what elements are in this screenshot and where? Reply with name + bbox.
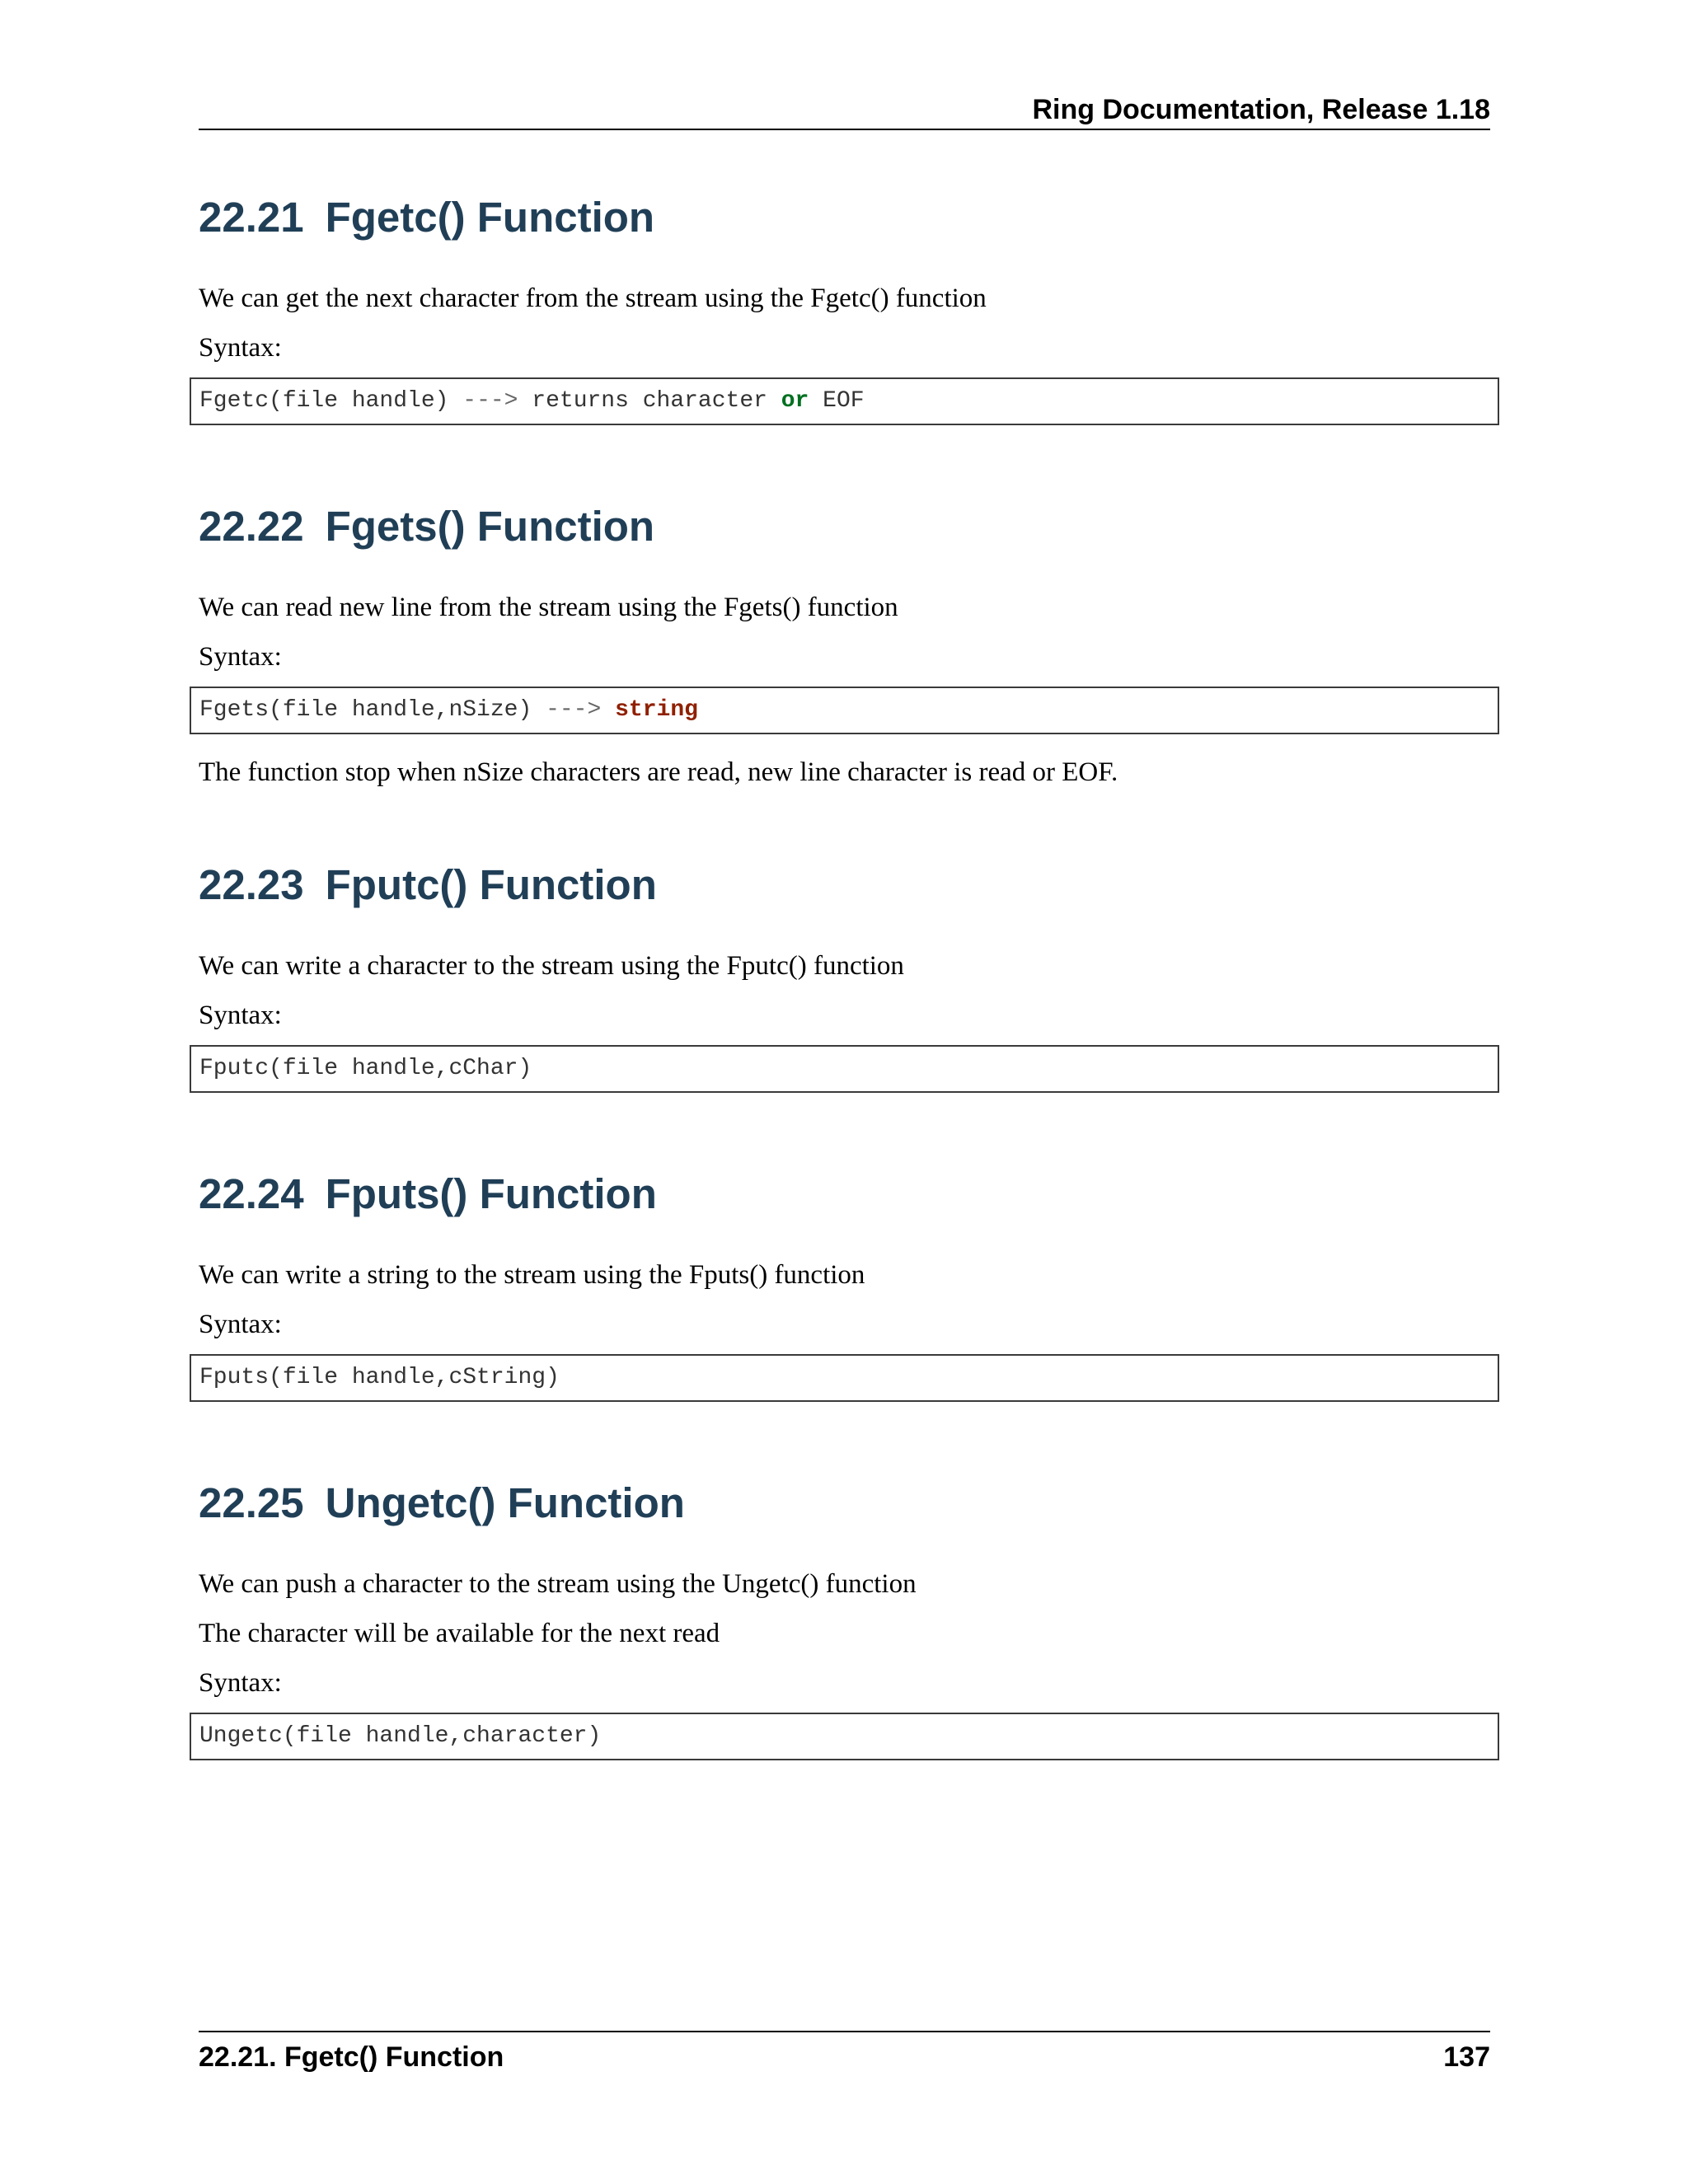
code-text: Fputs(file handle,cString) [199,1365,560,1390]
section-heading [199,191,1490,244]
code-keyword: string [615,697,698,723]
syntax-label: Syntax: [199,1310,282,1339]
section-number: 22.21 [199,194,304,241]
section-heading [199,859,1490,912]
section-number: 22.22 [199,503,304,550]
section-title: Fgets() Function [325,503,655,550]
running-header [199,89,1490,130]
paragraph: We can read new line from the stream using the Fgets() function [199,593,898,622]
code-text: Fgets(file handle,nSize) [199,697,546,723]
code-text: Ungetc(file handle,character) [199,1723,602,1749]
syntax-label: Syntax: [199,333,282,363]
paragraph: We can push a character to the stream using the Ungetc() function [199,1569,917,1599]
section-ungetc [199,1477,1490,1760]
paragraph: The character will be available for the next read [199,1619,720,1648]
code-operator: ---> [546,697,602,723]
code-block [190,377,1499,425]
syntax-label: Syntax: [199,642,282,672]
paragraph: We can write a character to the stream using the Fputc() function [199,951,904,981]
code-text [601,697,615,723]
code-text: Fgetc(file handle) [199,388,463,414]
header-title: Ring Documentation, Release 1.18 [1032,94,1490,125]
section-heading [199,1168,1490,1221]
section-number: 22.25 [199,1479,304,1526]
code-block [190,687,1499,734]
syntax-label: Syntax: [199,1001,282,1030]
section-fputc [199,859,1490,1093]
code-block [190,1354,1499,1402]
syntax-label: Syntax: [199,1668,282,1698]
footer-section-link[interactable]: 22.21. Fgetc() Function [199,2041,504,2073]
section-fgets [199,500,1490,797]
section-title: Fputs() Function [325,1170,657,1217]
code-text: returns character [518,388,781,414]
section-number: 22.23 [199,861,304,908]
paragraph: The function stop when nSize characters are read, new line character is read or EOF. [199,757,1118,787]
paragraph: We can write a string to the stream using the Fputs() function [199,1260,865,1290]
code-keyword: or [781,388,809,414]
code-text: EOF [809,388,865,414]
code-block [190,1713,1499,1760]
section-number: 22.24 [199,1170,304,1217]
paragraph: We can get the next character from the stream using the Fgetc() function [199,284,987,313]
code-text: Fputc(file handle,cChar) [199,1056,532,1081]
code-operator: ---> [462,388,518,414]
section-fgetc [199,191,1490,425]
section-fputs [199,1168,1490,1402]
running-footer [199,2031,1490,2077]
section-heading [199,500,1490,553]
section-heading [199,1477,1490,1530]
section-title: Fputc() Function [325,861,657,908]
page-number: 137 [1443,2041,1490,2073]
section-title: Ungetc() Function [325,1479,685,1526]
code-block [190,1045,1499,1093]
section-title: Fgetc() Function [325,194,655,241]
